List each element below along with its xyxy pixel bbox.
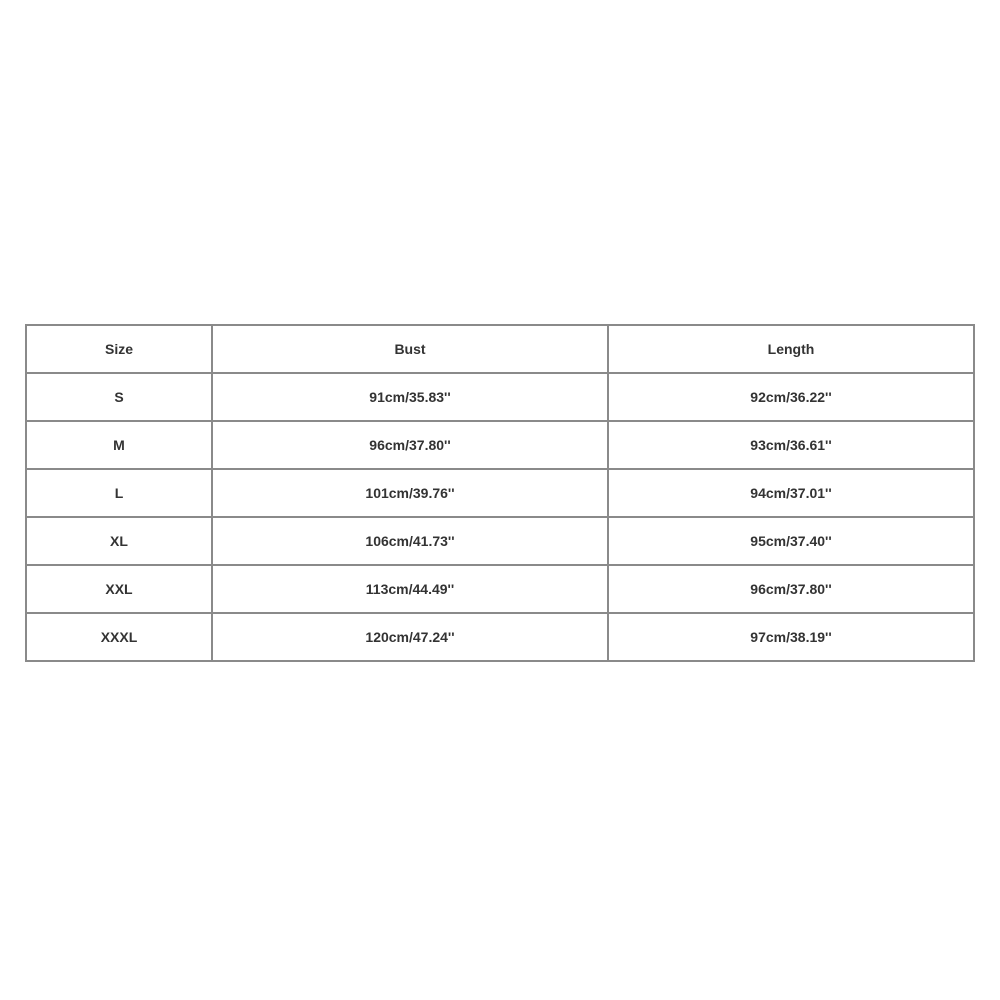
- table-row: [26, 613, 974, 661]
- size-cell: XL: [26, 517, 212, 565]
- length-cell: 92cm/36.22'': [608, 373, 974, 421]
- bust-cell: 113cm/44.49'': [212, 565, 608, 613]
- length-cell: 95cm/37.40'': [608, 517, 974, 565]
- size-cell: M: [26, 421, 212, 469]
- header-size: Size: [26, 325, 212, 373]
- size-cell: XXL: [26, 565, 212, 613]
- bust-cell: 91cm/35.83'': [212, 373, 608, 421]
- size-cell: XXXL: [26, 613, 212, 661]
- bust-cell: 101cm/39.76'': [212, 469, 608, 517]
- header-bust: Bust: [212, 325, 608, 373]
- length-cell: 96cm/37.80'': [608, 565, 974, 613]
- header-length: Length: [608, 325, 974, 373]
- length-cell: 94cm/37.01'': [608, 469, 974, 517]
- length-cell: 97cm/38.19'': [608, 613, 974, 661]
- table-row: [26, 469, 974, 517]
- size-cell: L: [26, 469, 212, 517]
- table-row: [26, 565, 974, 613]
- bust-cell: 96cm/37.80'': [212, 421, 608, 469]
- table-header-row: [26, 325, 974, 373]
- table-row: [26, 373, 974, 421]
- bust-cell: 106cm/41.73'': [212, 517, 608, 565]
- table-row: [26, 517, 974, 565]
- table-row: [26, 421, 974, 469]
- length-cell: 93cm/36.61'': [608, 421, 974, 469]
- size-chart-table: [25, 324, 975, 662]
- bust-cell: 120cm/47.24'': [212, 613, 608, 661]
- size-cell: S: [26, 373, 212, 421]
